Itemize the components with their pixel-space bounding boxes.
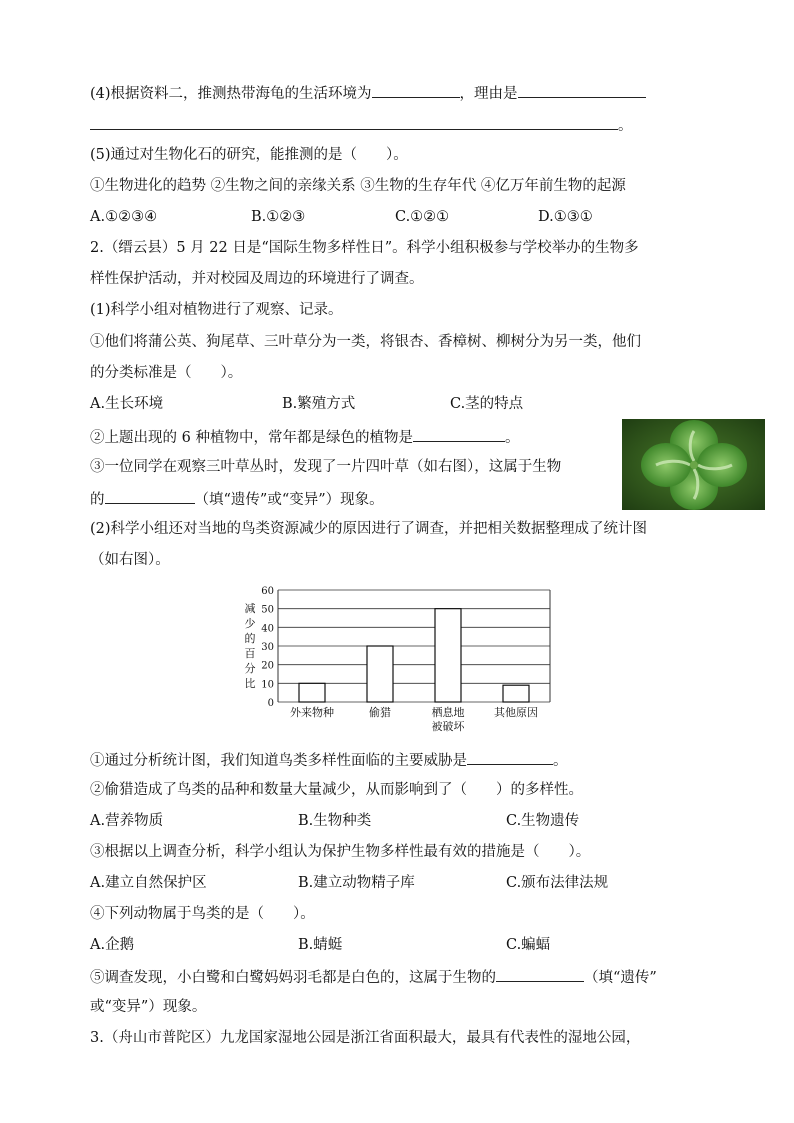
q2-s1-q1-option-a[interactable]: A.生长环境 — [90, 396, 164, 412]
bar-栖息地被破坏 — [435, 609, 461, 702]
y-tick-label-10: 10 — [261, 679, 274, 691]
q2-s2-q5-text-a: ⑤调查发现，小白鹭和白鹭妈妈羽毛都是白色的，这属于生物的 — [90, 970, 496, 986]
q2-s2-q3-line: ③根据以上调查分析，科学小组认为保护生物多样性最有效的措施是（ ）。 — [90, 844, 591, 860]
q2-s1-q1-line1: ①他们将蒲公英、狗尾草、三叶草分为一类，将银杏、香樟树、柳树分为另一类，他们 — [90, 334, 641, 350]
answer-blank-reason[interactable] — [518, 82, 646, 98]
y-tick-label-50: 50 — [261, 604, 274, 616]
q2-intro-line2: 样性保护活动，并对校园及周边的环境进行了调查。 — [90, 271, 424, 287]
q2-s2-q1-end: 。 — [553, 753, 568, 769]
y-tick-label-30: 30 — [261, 642, 274, 653]
q2-s2-q4-option-b[interactable]: B.蜻蜓 — [298, 937, 343, 953]
q2-s2-q2-option-b[interactable]: B.生物种类 — [298, 813, 372, 829]
q1-part4-line1 — [90, 82, 646, 104]
y-tick-label-20: 20 — [261, 660, 274, 672]
q2-s2-q3-option-c[interactable]: C.颁布法律法规 — [506, 875, 609, 891]
q2-s2-q5-line1 — [90, 966, 657, 988]
y-axis-label-text: 减少的百分比 — [244, 602, 256, 690]
bar-其他原因 — [503, 685, 529, 702]
chart-x-labels — [290, 705, 538, 733]
q2-s2-q4-option-a[interactable]: A.企鹅 — [90, 937, 135, 953]
q2-s2-q1-text: ①通过分析统计图，我们知道鸟类多样性面临的主要威胁是 — [90, 753, 467, 769]
four-leaf-clover-image — [622, 419, 765, 510]
q2-s2-q4-option-c[interactable]: C.蝙蝠 — [506, 937, 551, 953]
chart-y-axis-label — [245, 601, 256, 690]
answer-blank-environment[interactable] — [372, 82, 460, 98]
q2-s1-q1-option-c[interactable]: C.茎的特点 — [450, 396, 524, 412]
q2-s2-q1-line — [90, 749, 568, 771]
q2-s1-q3-line2 — [90, 488, 384, 510]
q1-part5-question: (5)通过对生物化石的研究，能推测的是（ ）。 — [90, 147, 408, 163]
y-tick-label-0: 0 — [267, 698, 274, 709]
q2-s1-q2-line — [90, 426, 519, 448]
q1-part5-option-d[interactable]: D.①③① — [538, 209, 593, 225]
q1-part5-option-a[interactable]: A.①②③④ — [90, 209, 158, 225]
q2-section2-line2: （如右图）。 — [90, 552, 170, 568]
chart-y-ticks — [261, 586, 274, 709]
x-tick-label-3: 其他原因 — [494, 706, 538, 719]
bar-偷猎 — [367, 646, 393, 702]
bar-外来物种 — [299, 683, 325, 702]
q2-s2-q3-option-b[interactable]: B.建立动物精子库 — [298, 875, 415, 891]
q1-part4-text-b: ，理由是 — [459, 86, 518, 102]
x-tick-label-1: 偷猎 — [369, 706, 391, 719]
answer-blank-evergreen[interactable] — [413, 426, 505, 442]
y-tick-label-40: 40 — [261, 623, 274, 635]
q2-s2-q5-text-b: （填“遗传” — [584, 970, 657, 986]
y-tick-label-60: 60 — [261, 586, 274, 597]
q1-part5-option-c[interactable]: C.①②① — [395, 209, 450, 225]
q2-s2-q2-line: ②偷猎造成了鸟类的品种和数量大量减少，从而影响到了（ ）的多样性。 — [90, 782, 583, 798]
q1-part5-option-b[interactable]: B.①②③ — [251, 209, 306, 225]
q2-s1-q3-line1: ③一位同学在观察三叶草丛时，发现了一片四叶草（如右图），这属于生物 — [90, 459, 562, 475]
x-tick-label-2: 栖息地被破坏 — [431, 706, 465, 733]
q3-intro-line: 3.（舟山市普陀区）九龙国家湿地公园是浙江省面积最大，最具有代表性的湿地公园， — [90, 1030, 641, 1046]
answer-blank-fourleaf[interactable] — [105, 488, 195, 504]
q2-s2-q5-line2: 或“变异”）现象。 — [90, 999, 207, 1015]
answer-blank-heredity[interactable] — [496, 966, 584, 982]
q1-part5-items: ①生物进化的趋势 ②生物之间的亲缘关系 ③生物的生存年代 ④亿万年前生物的起源 — [90, 178, 626, 194]
x-tick-label-0: 外来物种 — [290, 706, 334, 719]
q2-s2-q2-option-c[interactable]: C.生物遗传 — [506, 813, 580, 829]
answer-blank-reason-cont[interactable] — [90, 114, 618, 130]
answer-blank-main-threat[interactable] — [467, 749, 553, 765]
q2-s1-q3-text-c: （填“遗传”或“变异”）现象。 — [194, 492, 384, 508]
q1-part4-end: 。 — [618, 118, 633, 134]
q2-section1-heading: (1)科学小组对植物进行了观察、记录。 — [90, 302, 343, 318]
q2-s2-q3-option-a[interactable]: A.建立自然保护区 — [90, 875, 207, 891]
q2-s1-q3-text-b: 的 — [90, 492, 105, 508]
q2-s1-q1-option-b[interactable]: B.繁殖方式 — [282, 396, 356, 412]
q2-s1-q2-end: 。 — [504, 430, 520, 446]
q2-s2-q2-option-a[interactable]: A.营养物质 — [90, 813, 164, 829]
q2-s1-q1-line2: 的分类标准是（ ）。 — [90, 365, 243, 381]
chart-bars — [299, 609, 529, 702]
bird-decline-bar-chart — [236, 584, 556, 744]
q1-part4-line2 — [90, 114, 633, 136]
q2-s1-q2-text: ②上题出现的 6 种植物中，常年都是绿色的植物是 — [90, 430, 413, 446]
q2-intro-line1: 2.（缙云县）5 月 22 日是“国际生物多样性日”。科学小组积极参与学校举办的生物多 — [90, 240, 639, 256]
q2-section2-line1: (2)科学小组还对当地的鸟类资源减少的原因进行了调查，并把相关数据整理成了统计图 — [90, 521, 648, 537]
q2-s2-q4-line: ④下列动物属于鸟类的是（ ）。 — [90, 906, 315, 922]
q1-part4-text-a: (4)根据资料二，推测热带海龟的生活环境为 — [90, 86, 372, 102]
